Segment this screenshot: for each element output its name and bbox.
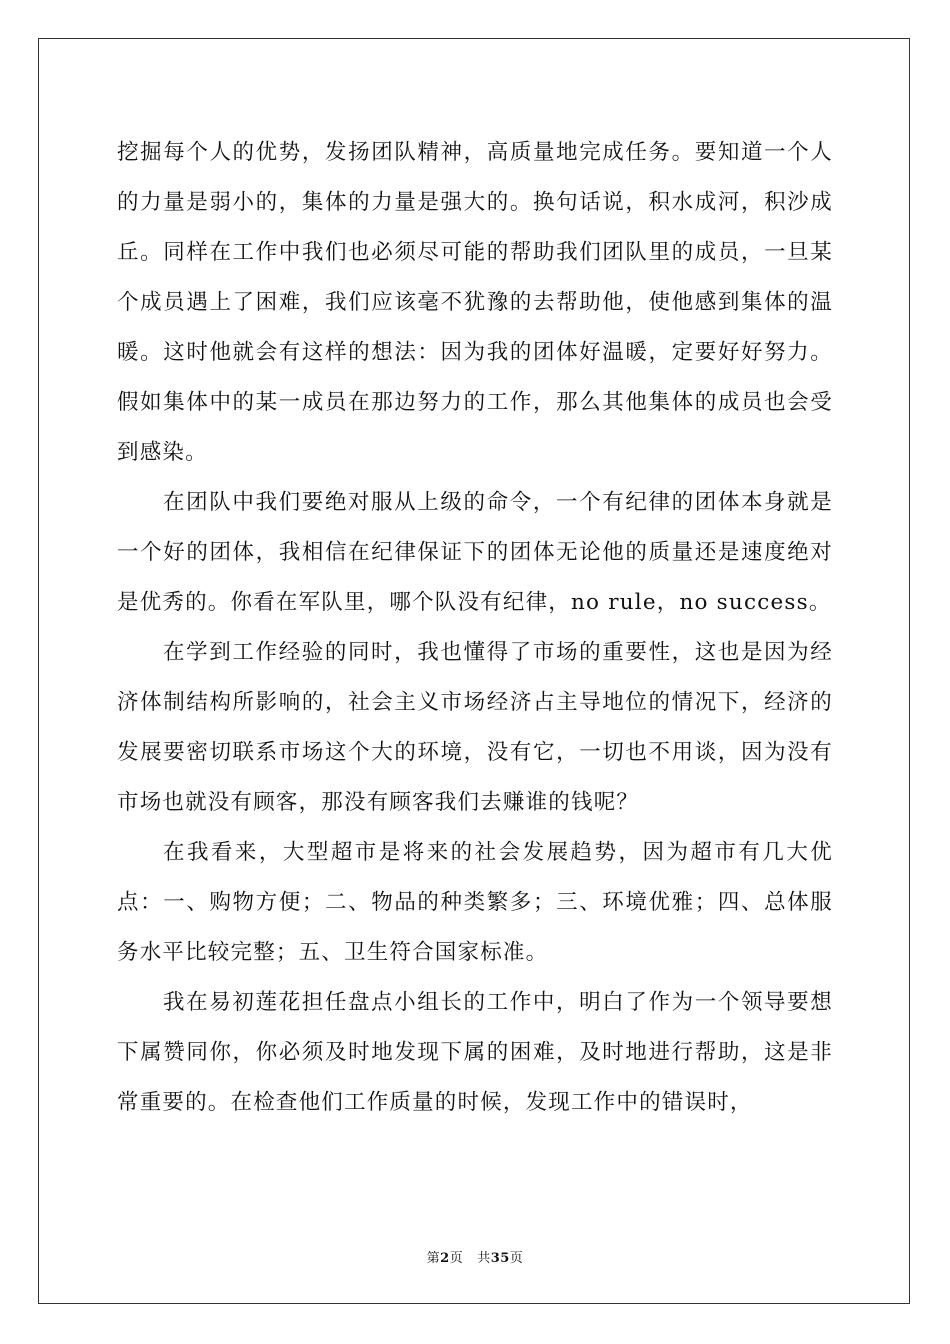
paragraph-2: 在团队中我们要绝对服从上级的命令，一个有纪律的团体本身就是一个好的团体，我相信在纪律保证下的团体无论他的质量还是速度绝对是优秀的。你看在军队里，哪个队没有纪律，no rule，no success。 bbox=[117, 490, 833, 615]
total-suffix: 页 bbox=[509, 1251, 524, 1266]
paragraph-4: 在我看来，大型超市是将来的社会发展趋势，因为超市有几大优点：一、购物方便；二、物品的种类繁多；三、环境优雅；四、总体服务水平比较完整；五、卫生符合国家标准。 bbox=[117, 840, 833, 965]
paragraph-1: 挖掘每个人的优势，发扬团队精神，高质量地完成任务。要知道一个人的力量是弱小的，集体的力量是强大的。换句话说，积水成河，积沙成丘。同样在工作中我们也必须尽可能的帮助我们团队里的成员，一旦某个成员遇上了困难，我们应该毫不犹豫的去帮助他，使他感到集体的温暖。这时他就会有这样的想法：因为我的团体好温暖，定要好好努力。假如集体中的某一成员在那边努力的工作，那么其他集体的成员也会受到感染。 bbox=[117, 140, 833, 465]
total-pages: 35 bbox=[490, 1251, 510, 1266]
page-prefix: 第 bbox=[426, 1251, 441, 1266]
page-suffix: 页 bbox=[449, 1251, 464, 1266]
total-prefix: 共 bbox=[477, 1251, 491, 1266]
page-footer bbox=[0, 1247, 950, 1266]
document-body bbox=[117, 128, 833, 1128]
paragraph-5: 我在易初莲花担任盘点小组长的工作中，明白了作为一个领导要想下属赞同你，你必须及时地发现下属的困难，及时地进行帮助，这是非常重要的。在检查他们工作质量的时候，发现工作中的错误时， bbox=[117, 990, 833, 1115]
page-number: 2 bbox=[440, 1251, 450, 1266]
paragraph-3: 在学到工作经验的同时，我也懂得了市场的重要性，这也是因为经济体制结构所影响的，社会主义市场经济占主导地位的情况下，经济的发展要密切联系市场这个大的环境，没有它，一切也不用谈，因为没有市场也就没有顾客，那没有顾客我们去赚谁的钱呢？ bbox=[117, 640, 833, 815]
